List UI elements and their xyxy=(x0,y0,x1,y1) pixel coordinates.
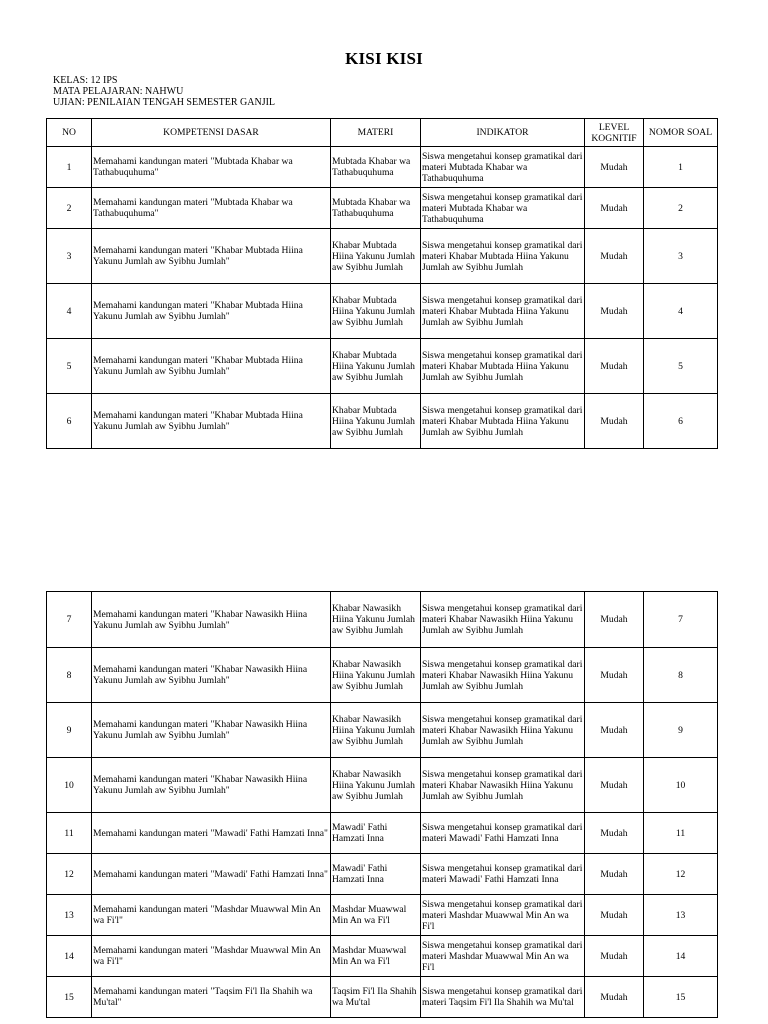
cell-no: 3 xyxy=(47,229,92,284)
cell-materi: Khabar Nawasikh Hiina Yakunu Jumlah aw Syibhu Jumlah xyxy=(331,648,421,703)
table-row xyxy=(47,758,718,813)
table-row xyxy=(47,147,718,188)
cell-indikator: Siswa mengetahui konsep gramatikal dari materi Mubtada Khabar wa Tathabuquhuma xyxy=(421,147,585,188)
cell-materi: Khabar Mubtada Hiina Yakunu Jumlah aw Syibhu Jumlah xyxy=(331,394,421,449)
cell-nomor-soal: 3 xyxy=(644,229,718,284)
cell-materi: Taqsim Fi'l Ila Shahih wa Mu'tal xyxy=(331,977,421,1018)
cell-nomor-soal: 11 xyxy=(644,813,718,854)
page-title: KISI KISI xyxy=(345,49,423,68)
cell-level-kognitif: Mudah xyxy=(585,703,644,758)
cell-indikator: Siswa mengetahui konsep gramatikal dari materi Khabar Mubtada Hiina Yakunu Jumlah aw Syibhu Jumlah xyxy=(421,394,585,449)
table-row xyxy=(47,229,718,284)
cell-materi: Khabar Mubtada Hiina Yakunu Jumlah aw Syibhu Jumlah xyxy=(331,339,421,394)
meta-mata-pelajaran: MATA PELAJARAN: NAHWU xyxy=(53,86,184,97)
cell-materi: Mubtada Khabar wa Tathabuquhuma xyxy=(331,147,421,188)
header-kompetensi-dasar: KOMPETENSI DASAR xyxy=(92,119,331,147)
cell-kompetensi-dasar: Memahami kandungan materi "Mawadi' Fathi Hamzati Inna" xyxy=(92,813,331,854)
cell-no: 5 xyxy=(47,339,92,394)
table-row xyxy=(47,339,718,394)
cell-kompetensi-dasar: Memahami kandungan materi "Khabar Mubtada Hiina Yakunu Jumlah aw Syibhu Jumlah" xyxy=(92,284,331,339)
cell-materi: Khabar Nawasikh Hiina Yakunu Jumlah aw Syibhu Jumlah xyxy=(331,703,421,758)
cell-level-kognitif: Mudah xyxy=(585,813,644,854)
cell-level-kognitif: Mudah xyxy=(585,592,644,648)
cell-kompetensi-dasar: Memahami kandungan materi "Khabar Nawasikh Hiina Yakunu Jumlah aw Syibhu Jumlah" xyxy=(92,648,331,703)
cell-kompetensi-dasar: Memahami kandungan materi "Mashdar Muawwal Min An wa Fi'l" xyxy=(92,936,331,977)
cell-indikator: Siswa mengetahui konsep gramatikal dari materi Mashdar Muawwal Min An wa Fi'l xyxy=(421,936,585,977)
cell-materi: Mashdar Muawwal Min An wa Fi'l xyxy=(331,936,421,977)
cell-nomor-soal: 10 xyxy=(644,758,718,813)
cell-level-kognitif: Mudah xyxy=(585,284,644,339)
cell-level-kognitif: Mudah xyxy=(585,648,644,703)
cell-kompetensi-dasar: Memahami kandungan materi "Khabar Nawasikh Hiina Yakunu Jumlah aw Syibhu Jumlah" xyxy=(92,703,331,758)
cell-no: 1 xyxy=(47,147,92,188)
cell-indikator: Siswa mengetahui konsep gramatikal dari materi Mawadi' Fathi Hamzati Inna xyxy=(421,854,585,895)
cell-nomor-soal: 7 xyxy=(644,592,718,648)
cell-materi: Khabar Nawasikh Hiina Yakunu Jumlah aw Syibhu Jumlah xyxy=(331,758,421,813)
cell-level-kognitif: Mudah xyxy=(585,229,644,284)
meta-ujian: UJIAN: PENILAIAN TENGAH SEMESTER GANJIL xyxy=(53,97,276,108)
cell-indikator: Siswa mengetahui konsep gramatikal dari materi Khabar Nawasikh Hiina Yakunu Jumlah aw Syibhu Jumlah xyxy=(421,758,585,813)
cell-nomor-soal: 6 xyxy=(644,394,718,449)
cell-kompetensi-dasar: Memahami kandungan materi "Mashdar Muawwal Min An wa Fi'l" xyxy=(92,895,331,936)
table-row xyxy=(47,394,718,449)
cell-no: 9 xyxy=(47,703,92,758)
cell-materi: Mawadi' Fathi Hamzati Inna xyxy=(331,813,421,854)
table-row xyxy=(47,648,718,703)
cell-kompetensi-dasar: Memahami kandungan materi "Khabar Mubtada Hiina Yakunu Jumlah aw Syibhu Jumlah" xyxy=(92,394,331,449)
cell-level-kognitif: Mudah xyxy=(585,936,644,977)
cell-kompetensi-dasar: Memahami kandungan materi "Mubtada Khabar wa Tathabuquhuma" xyxy=(92,147,331,188)
cell-no: 7 xyxy=(47,592,92,648)
cell-no: 13 xyxy=(47,895,92,936)
cell-no: 2 xyxy=(47,188,92,229)
cell-nomor-soal: 15 xyxy=(644,977,718,1018)
table-row xyxy=(47,592,718,648)
cell-level-kognitif: Mudah xyxy=(585,854,644,895)
cell-kompetensi-dasar: Memahami kandungan materi "Khabar Mubtada Hiina Yakunu Jumlah aw Syibhu Jumlah" xyxy=(92,229,331,284)
cell-nomor-soal: 12 xyxy=(644,854,718,895)
table-row xyxy=(47,703,718,758)
header-level-kognitif: LEVEL KOGNITIF xyxy=(585,119,644,147)
table-row xyxy=(47,977,718,1018)
cell-indikator: Siswa mengetahui konsep gramatikal dari materi Taqsim Fi'l Ila Shahih wa Mu'tal xyxy=(421,977,585,1018)
table-row xyxy=(47,936,718,977)
cell-nomor-soal: 8 xyxy=(644,648,718,703)
cell-indikator: Siswa mengetahui konsep gramatikal dari materi Khabar Nawasikh Hiina Yakunu Jumlah aw Syibhu Jumlah xyxy=(421,703,585,758)
cell-indikator: Siswa mengetahui konsep gramatikal dari materi Khabar Mubtada Hiina Yakunu Jumlah aw Syibhu Jumlah xyxy=(421,229,585,284)
cell-kompetensi-dasar: Memahami kandungan materi "Taqsim Fi'l Ila Shahih wa Mu'tal" xyxy=(92,977,331,1018)
table-row xyxy=(47,284,718,339)
cell-level-kognitif: Mudah xyxy=(585,394,644,449)
table-header-row xyxy=(47,119,718,147)
header-nomor-soal: NOMOR SOAL xyxy=(644,119,718,147)
kisi-table-1 xyxy=(46,118,718,449)
table-body-1 xyxy=(47,147,718,449)
cell-materi: Khabar Nawasikh Hiina Yakunu Jumlah aw Syibhu Jumlah xyxy=(331,592,421,648)
cell-materi: Mashdar Muawwal Min An wa Fi'l xyxy=(331,895,421,936)
cell-nomor-soal: 9 xyxy=(644,703,718,758)
cell-no: 8 xyxy=(47,648,92,703)
cell-no: 14 xyxy=(47,936,92,977)
cell-indikator: Siswa mengetahui konsep gramatikal dari materi Khabar Nawasikh Hiina Yakunu Jumlah aw Syibhu Jumlah xyxy=(421,592,585,648)
cell-nomor-soal: 14 xyxy=(644,936,718,977)
table-row xyxy=(47,188,718,229)
cell-indikator: Siswa mengetahui konsep gramatikal dari materi Khabar Mubtada Hiina Yakunu Jumlah aw Syibhu Jumlah xyxy=(421,339,585,394)
cell-level-kognitif: Mudah xyxy=(585,188,644,229)
cell-level-kognitif: Mudah xyxy=(585,758,644,813)
cell-kompetensi-dasar: Memahami kandungan materi "Khabar Nawasikh Hiina Yakunu Jumlah aw Syibhu Jumlah" xyxy=(92,758,331,813)
exam-meta xyxy=(53,75,275,108)
cell-kompetensi-dasar: Memahami kandungan materi "Mubtada Khabar wa Tathabuquhuma" xyxy=(92,188,331,229)
cell-nomor-soal: 13 xyxy=(644,895,718,936)
cell-no: 6 xyxy=(47,394,92,449)
cell-no: 4 xyxy=(47,284,92,339)
cell-indikator: Siswa mengetahui konsep gramatikal dari materi Khabar Mubtada Hiina Yakunu Jumlah aw Syibhu Jumlah xyxy=(421,284,585,339)
cell-level-kognitif: Mudah xyxy=(585,977,644,1018)
table-row xyxy=(47,813,718,854)
header-no: NO xyxy=(47,119,92,147)
cell-indikator: Siswa mengetahui konsep gramatikal dari materi Khabar Nawasikh Hiina Yakunu Jumlah aw Syibhu Jumlah xyxy=(421,648,585,703)
cell-nomor-soal: 2 xyxy=(644,188,718,229)
kisi-table-2 xyxy=(46,591,718,1018)
cell-nomor-soal: 4 xyxy=(644,284,718,339)
header-indikator: INDIKATOR xyxy=(421,119,585,147)
cell-materi: Mawadi' Fathi Hamzati Inna xyxy=(331,854,421,895)
cell-no: 12 xyxy=(47,854,92,895)
cell-materi: Khabar Mubtada Hiina Yakunu Jumlah aw Syibhu Jumlah xyxy=(331,284,421,339)
table-body-2 xyxy=(47,592,718,1018)
cell-nomor-soal: 5 xyxy=(644,339,718,394)
cell-materi: Mubtada Khabar wa Tathabuquhuma xyxy=(331,188,421,229)
cell-level-kognitif: Mudah xyxy=(585,895,644,936)
cell-no: 15 xyxy=(47,977,92,1018)
cell-no: 10 xyxy=(47,758,92,813)
cell-indikator: Siswa mengetahui konsep gramatikal dari materi Mashdar Muawwal Min An wa Fi'l xyxy=(421,895,585,936)
cell-indikator: Siswa mengetahui konsep gramatikal dari materi Mubtada Khabar wa Tathabuquhuma xyxy=(421,188,585,229)
cell-kompetensi-dasar: Memahami kandungan materi "Khabar Mubtada Hiina Yakunu Jumlah aw Syibhu Jumlah" xyxy=(92,339,331,394)
cell-materi: Khabar Mubtada Hiina Yakunu Jumlah aw Syibhu Jumlah xyxy=(331,229,421,284)
cell-nomor-soal: 1 xyxy=(644,147,718,188)
cell-level-kognitif: Mudah xyxy=(585,339,644,394)
header-materi: MATERI xyxy=(331,119,421,147)
table-row xyxy=(47,895,718,936)
cell-kompetensi-dasar: Memahami kandungan materi "Mawadi' Fathi Hamzati Inna" xyxy=(92,854,331,895)
cell-no: 11 xyxy=(47,813,92,854)
cell-level-kognitif: Mudah xyxy=(585,147,644,188)
table-row xyxy=(47,854,718,895)
cell-indikator: Siswa mengetahui konsep gramatikal dari materi Mawadi' Fathi Hamzati Inna xyxy=(421,813,585,854)
cell-kompetensi-dasar: Memahami kandungan materi "Khabar Nawasikh Hiina Yakunu Jumlah aw Syibhu Jumlah" xyxy=(92,592,331,648)
meta-kelas: KELAS: 12 IPS xyxy=(53,75,118,86)
